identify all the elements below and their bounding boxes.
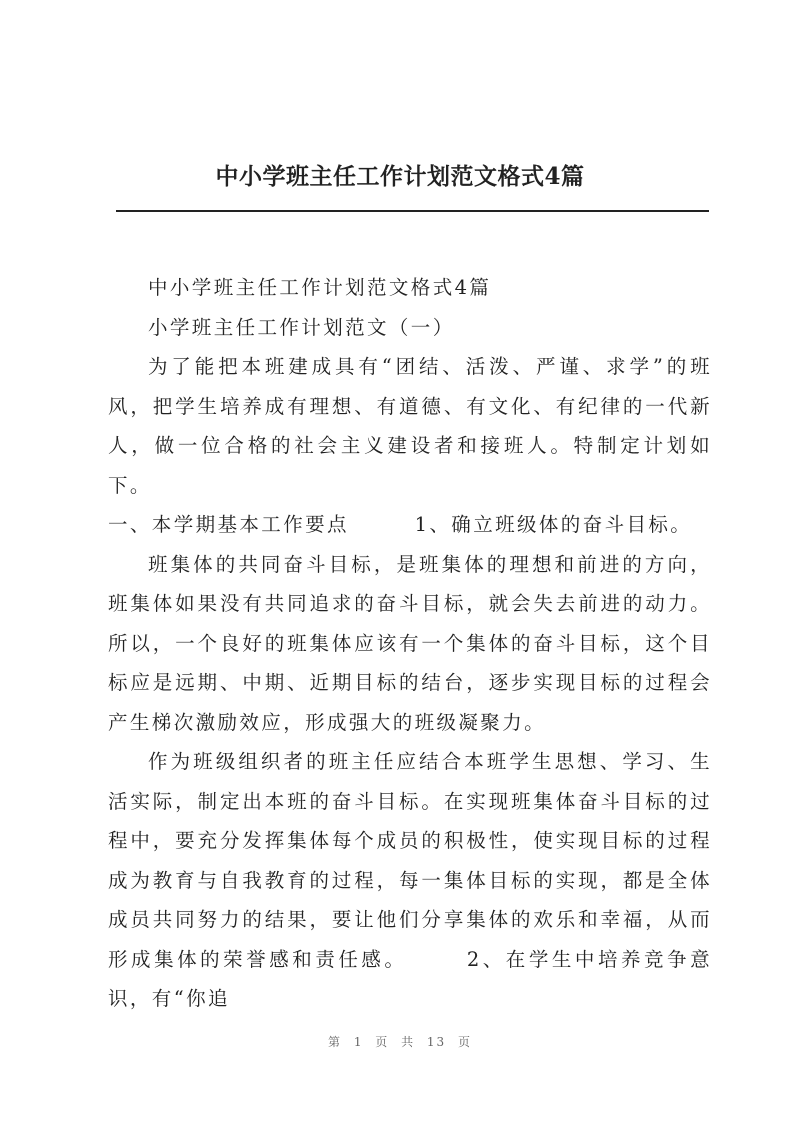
paragraph-section-one: 一、本学期基本工作要点 1、确立班级体的奋斗目标。 (108, 513, 693, 536)
page-footer: 第 1 页 共 13 页 (328, 1035, 472, 1049)
document-title: 中小学班主任工作计划范文格式4篇 (215, 163, 585, 190)
paragraph-heading: 中小学班主任工作计划范文格式4篇 (148, 276, 492, 299)
paragraph-intro: 为了能把本班建成具有“团结、活泼、严谨、求学”的班风，把学生培养成有理想、有道德、有文化、有纪律的一代新人，做一位合格的社会主义建设者和接班人。特制定计划如下。 (108, 355, 712, 497)
paragraph-organizer: 作为班级组织者的班主任应结合本班学生思想、学习、生活实际，制定出本班的奋斗目标。在实现班集体奋斗目标的过程中，要充分发挥集体每个成员的积极性，使实现目标的过程成为教育与自我教育的过程，每一集体目标的实现，都是全体成员共同努力的结果，要让他们分享集体的欢乐和幸福，从而形成集体的荣誉感和责任感。 2、在学生中培养竞争意识，有“你追 (108, 750, 712, 1010)
paragraph-subheading: 小学班主任工作计划范文（一） (148, 315, 455, 339)
document-body (108, 268, 712, 1019)
paragraph-goal: 班集体的共同奋斗目标，是班集体的理想和前进的方向，班集体如果没有共同追求的奋斗目标，就会失去前进的动力。所以，一个良好的班集体应该有一个集体的奋斗目标，这个目标应是远期、中期、近期目标的结台，逐步实现目标的过程会产生梯次激励效应，形成强大的班级凝聚力。 (108, 552, 712, 734)
title-underline (116, 210, 709, 212)
